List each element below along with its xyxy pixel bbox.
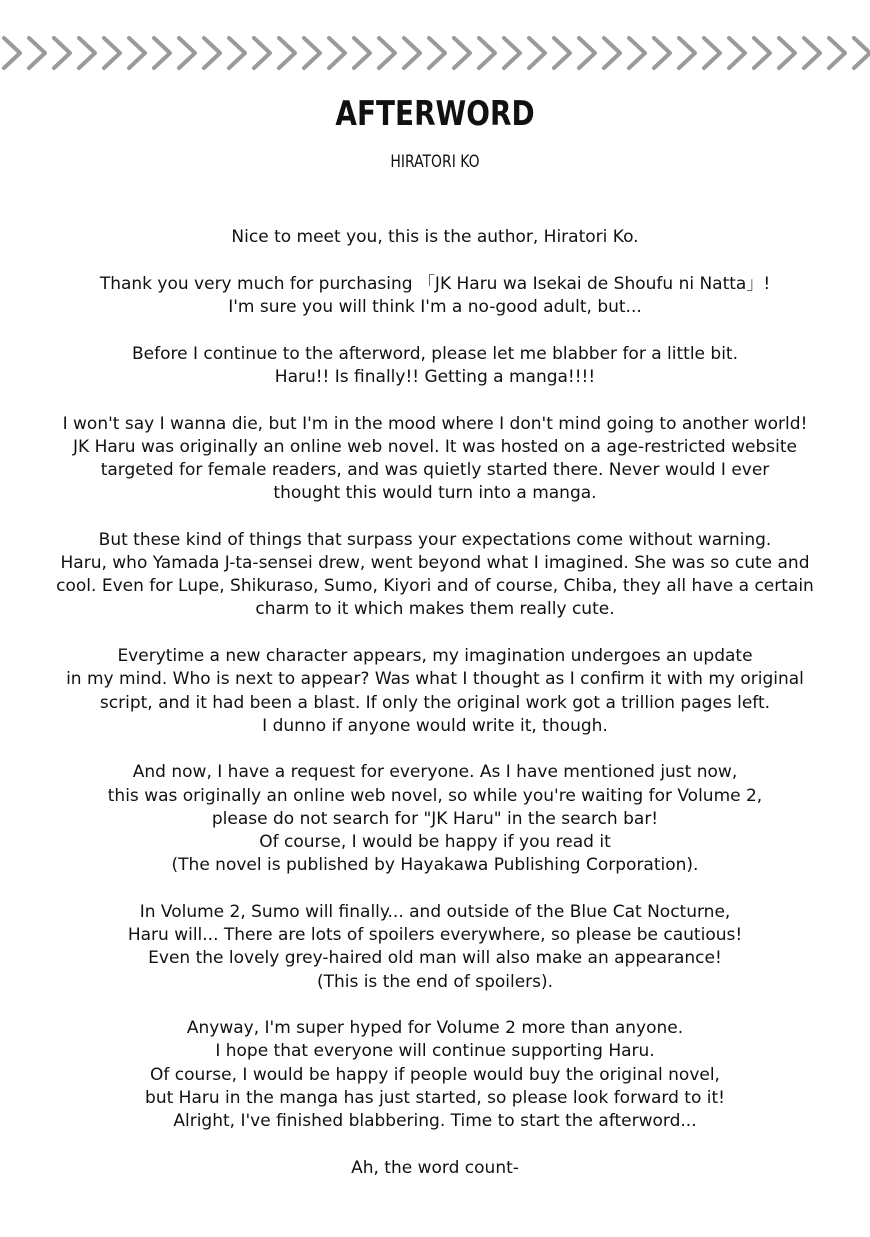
text-line: script, and it had been a blast. If only the original work got a trillion pages left. — [99, 692, 771, 713]
chevron-mark — [354, 38, 370, 68]
author-name: HIRATORI KO — [390, 152, 480, 172]
text-line: charm to it which makes them really cute. — [255, 599, 615, 620]
text-line: I hope that everyone will continue supporting Haru. — [215, 1041, 655, 1062]
chevron-mark — [229, 38, 245, 68]
text-line: I dunno if anyone would write it, though. — [262, 715, 608, 736]
text-line: but Haru in the manga has just started, so please look forward to it! — [145, 1087, 725, 1108]
chevron-mark — [654, 38, 670, 68]
paragraph — [0, 413, 870, 506]
text-line: (The novel is published by Hayakawa Publishing Corporation). — [171, 855, 699, 876]
chevron-mark — [329, 38, 345, 68]
chevron-mark — [704, 38, 720, 68]
chevron-mark — [304, 38, 320, 68]
text-line: But these kind of things that surpass your expectations come without warning. — [98, 529, 772, 550]
chevron-mark — [629, 38, 645, 68]
text-line: please do not search for "JK Haru" in the search bar! — [211, 808, 659, 829]
paragraph — [0, 226, 870, 249]
paragraph — [0, 273, 870, 319]
text-line: Of course, I would be happy if you read it — [259, 832, 611, 853]
text-line: Of course, I would be happy if people would buy the original novel, — [150, 1064, 720, 1085]
text-line: this was originally an online web novel, so while you're waiting for Volume 2, — [107, 785, 763, 806]
text-line: I won't say I wanna die, but I'm in the mood where I don't mind going to another world! — [62, 413, 808, 434]
paragraph — [0, 645, 870, 738]
chevron-mark — [204, 38, 220, 68]
text-line: Even the lovely grey-haired old man will also make an appearance! — [148, 948, 722, 969]
text-line: And now, I have a request for everyone. As I have mentioned just now, — [132, 762, 738, 783]
text-line: Haru!! Is finally!! Getting a manga!!!! — [274, 366, 596, 387]
chevron-border-icon — [0, 30, 870, 76]
text-line: Anyway, I'm super hyped for Volume 2 more than anyone. — [186, 1018, 684, 1039]
chevron-mark — [154, 38, 170, 68]
chevron-mark — [804, 38, 820, 68]
chevron-mark — [779, 38, 795, 68]
chevron-mark — [29, 38, 45, 68]
chevron-mark — [679, 38, 695, 68]
chevron-mark — [754, 38, 770, 68]
chevron-mark — [504, 38, 520, 68]
chevron-mark — [729, 38, 745, 68]
paragraph — [0, 1017, 870, 1133]
text-line: in my mind. Who is next to appear? Was what I thought as I confirm it with my original — [66, 669, 804, 690]
text-line: I'm sure you will think I'm a no-good adult, but... — [228, 296, 642, 317]
text-line: Haru will... There are lots of spoilers everywhere, so please be cautious! — [127, 925, 743, 946]
chevron-mark — [54, 38, 70, 68]
text-line: Alright, I've finished blabbering. Time to start the afterword... — [173, 1111, 697, 1132]
paragraph — [0, 761, 870, 877]
text-line: In Volume 2, Sumo will finally... and outside of the Blue Cat Nocturne, — [139, 901, 731, 922]
chevron-mark — [529, 38, 545, 68]
chevron-mark — [279, 38, 295, 68]
text-line: (This is the end of spoilers). — [316, 971, 554, 992]
chevron-mark — [829, 38, 845, 68]
text-line: Nice to meet you, this is the author, Hiratori Ko. — [231, 227, 639, 247]
text-line: Before I continue to the afterword, please let me blabber for a little bit. — [131, 343, 738, 364]
chevron-mark — [79, 38, 95, 68]
paragraph — [0, 901, 870, 994]
chevron-mark — [129, 38, 145, 68]
paragraph — [0, 343, 870, 389]
paragraph — [0, 1157, 870, 1180]
text-line: cool. Even for Lupe, Shikuraso, Sumo, Kiyori and of course, Chiba, they all have a certain — [56, 576, 814, 597]
text-line: targeted for female readers, and was quietly started there. Never would I ever — [100, 459, 770, 480]
chevron-mark — [604, 38, 620, 68]
chevron-mark — [479, 38, 495, 68]
chevron-mark — [579, 38, 595, 68]
chevron-mark — [379, 38, 395, 68]
text-line: Ah, the word count- — [351, 1157, 519, 1178]
chevron-mark — [104, 38, 120, 68]
chevron-mark — [254, 38, 270, 68]
chevron-mark — [179, 38, 195, 68]
text-line: Haru, who Yamada J-ta-sensei drew, went beyond what I imagined. She was so cute and — [60, 553, 810, 574]
page-title: AFTERWORD — [335, 94, 535, 134]
afterword-body — [0, 226, 870, 1204]
chevron-mark — [854, 38, 870, 68]
text-line: Thank you very much for purchasing 「JK Haru wa Isekai de Shoufu ni Natta」! — [99, 273, 771, 294]
text-line: JK Haru was originally an online web novel. It was hosted on a age-restricted website — [73, 436, 797, 457]
chevron-mark — [454, 38, 470, 68]
paragraph — [0, 529, 870, 622]
text-line: Everytime a new character appears, my imagination undergoes an update — [117, 646, 753, 667]
text-line: thought this would turn into a manga. — [273, 483, 597, 504]
chevron-mark — [4, 38, 20, 68]
chevron-mark — [554, 38, 570, 68]
chevron-mark — [404, 38, 420, 68]
chevron-mark — [429, 38, 445, 68]
